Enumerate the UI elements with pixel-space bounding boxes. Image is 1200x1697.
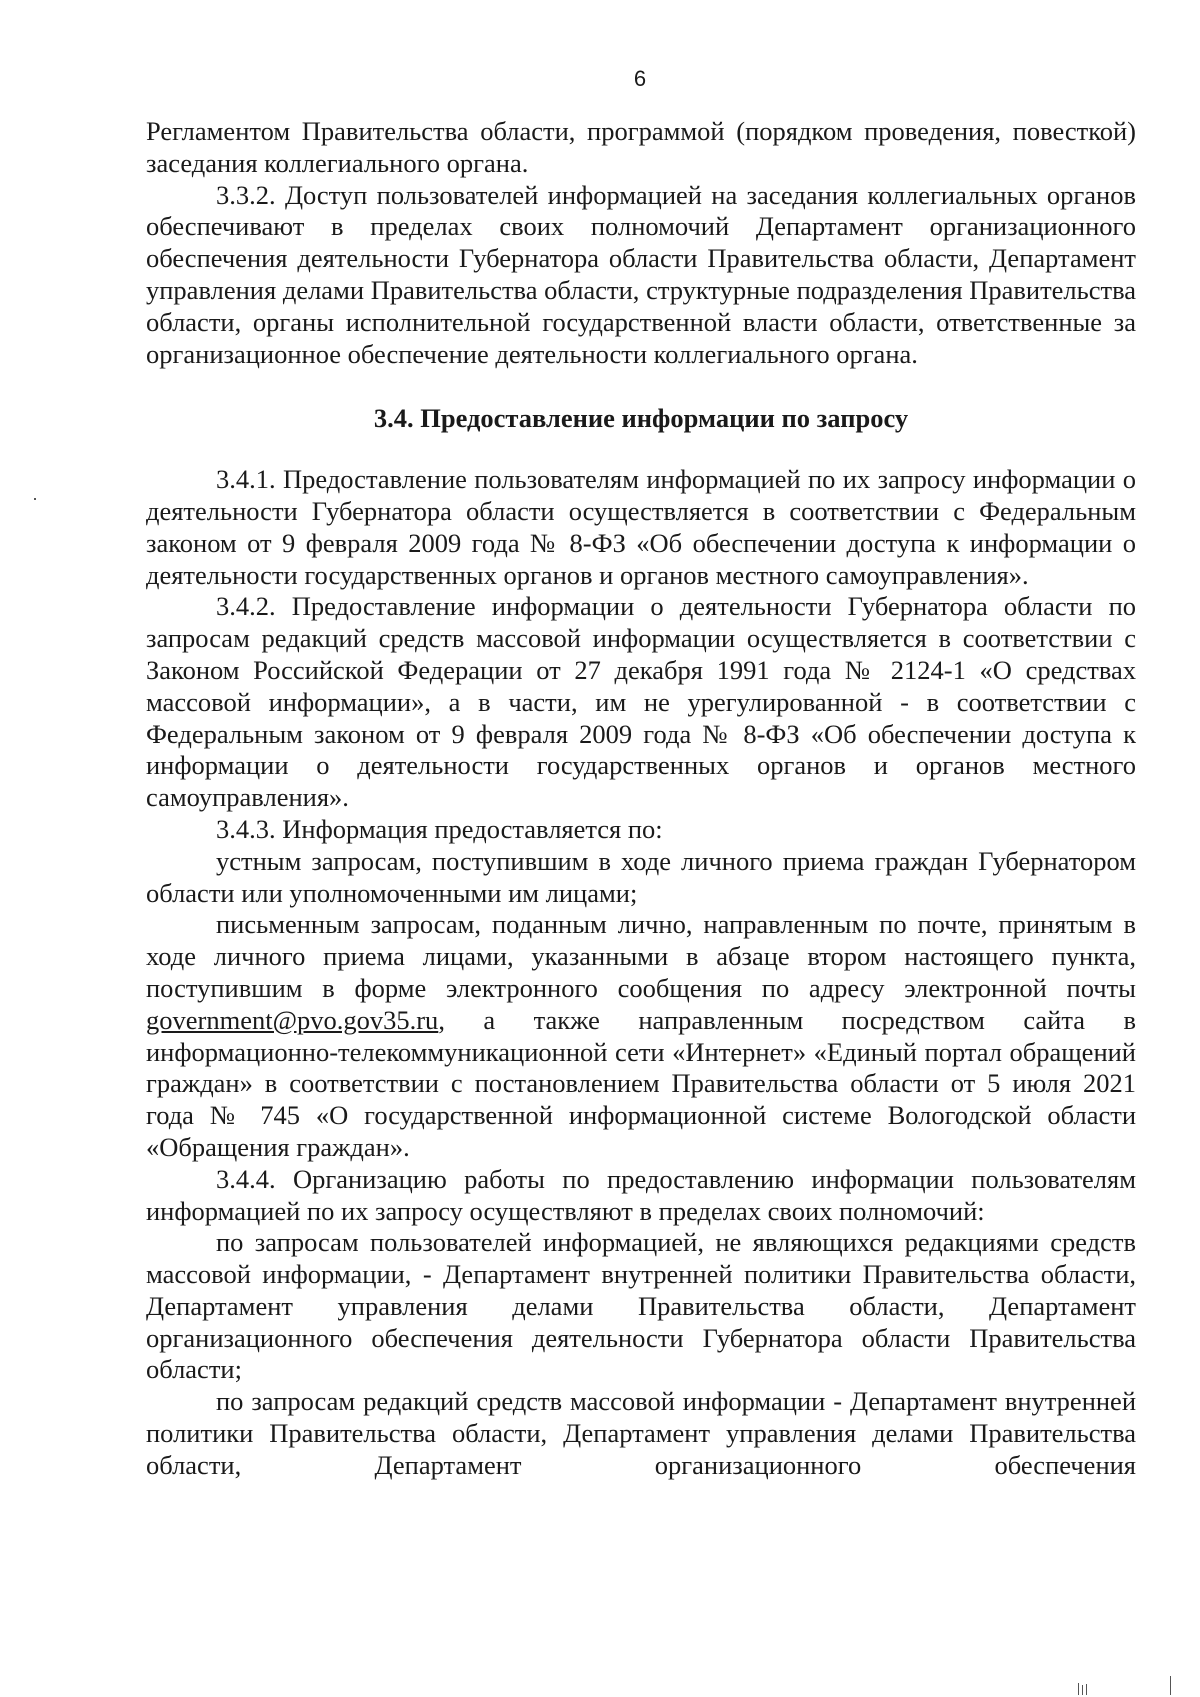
paragraph-3-4-1: 3.4.1. Предоставление пользователям информацией по их запросу информации о деятельности Губернатора области осуществляется в соответствии с Федеральным законом от 9 февраля 2009 года № 8-ФЗ «Об обеспечении доступа к информации о деятельности государственных органов и органов местного самоуправления». (146, 464, 1136, 590)
paragraph-user-requests: по запросам пользователей информацией, не являющихся редакциями средств массовой информации, - Департамент внутренней политики Правительства области, Департамент управления делами Правительства области, Департамент организационного обеспечения деятельности Губернатора области Правительства области; (146, 1227, 1136, 1385)
paragraph-oral-requests: устным запросам, поступившим в ходе личного приема граждан Губернатором области или уполномоченными им лицами; (146, 845, 1136, 908)
page-number: 6 (633, 66, 647, 91)
paragraph-3-4-3: 3.4.3. Информация предоставляется по: (216, 813, 663, 844)
paragraph-3-4-2: 3.4.2. Предоставление информации о деятельности Губернатора области по запросам редакций средств массовой информации осуществляется в соответствии с Законом Российской Федерации от 27 декабря 1991 года № 2124-1 «О средствах массовой информации», а в части, им не урегулированной - в соответствии с Федеральным законом от 9 февраля 2009 года № 8-ФЗ «Об обеспечении доступа к информации о деятельности государственных органов и органов местного самоуправления». (146, 591, 1136, 813)
paragraph-written-requests (146, 909, 1136, 1163)
email-link[interactable]: government@pvo.gov35.ru (146, 1004, 439, 1035)
scan-artifact-mark (1078, 1683, 1079, 1695)
written-requests-text-before: письменным запросам, поданным лично, направленным по почте, принятым в ходе личного приема лицами, указанными в абзаце втором настоящего пункта, поступившим в форме электронного сообщения по адресу электронной почты (146, 909, 1136, 1003)
paragraph-continuation: Регламентом Правительства области, программой (порядком проведения, повесткой) заседания коллегиального органа. (146, 116, 1136, 178)
scan-artifact-mark (1082, 1685, 1083, 1695)
paragraph-media-requests: по запросам редакций средств массовой информации - Департамент внутренней политики Правительства области, Департамент управления делами Правительства области, Департамент организационного обеспечения (146, 1386, 1136, 1480)
document-body (146, 116, 1136, 1482)
section-heading-3-4: 3.4. Предоставление информации по запросу (373, 403, 909, 434)
paragraph-3-4-4: 3.4.4. Организацию работы по предоставлению информации пользователям информацией по их запросу осуществляют в пределах своих полномочий: (146, 1163, 1136, 1226)
scan-artifact-mark (1170, 1676, 1171, 1695)
paragraph-3-3-2: 3.3.2. Доступ пользователей информацией на заседания коллегиальных органов обеспечивают в пределах своих полномочий Департамент организационного обеспечения деятельности Губернатора области Правительства области, Департамент управления делами Правительства области, структурные подразделения Правительства области, органы исполнительной государственной власти области, ответственные за организационное обеспечение деятельности коллегиального органа. (146, 179, 1136, 369)
scan-artifact-mark (34, 498, 36, 500)
scan-artifact-mark (1086, 1684, 1087, 1695)
written-requests-text-after: , а также направленным посредством сайта в информационно-телекоммуникационной сети «Интернет» «Единый портал обращений граждан» в соответствии с постановлением Правительства области от 5 июля 2021 года № 745 «О государственной информационной системе Вологодской области «Обращения граждан». (146, 1004, 1136, 1162)
